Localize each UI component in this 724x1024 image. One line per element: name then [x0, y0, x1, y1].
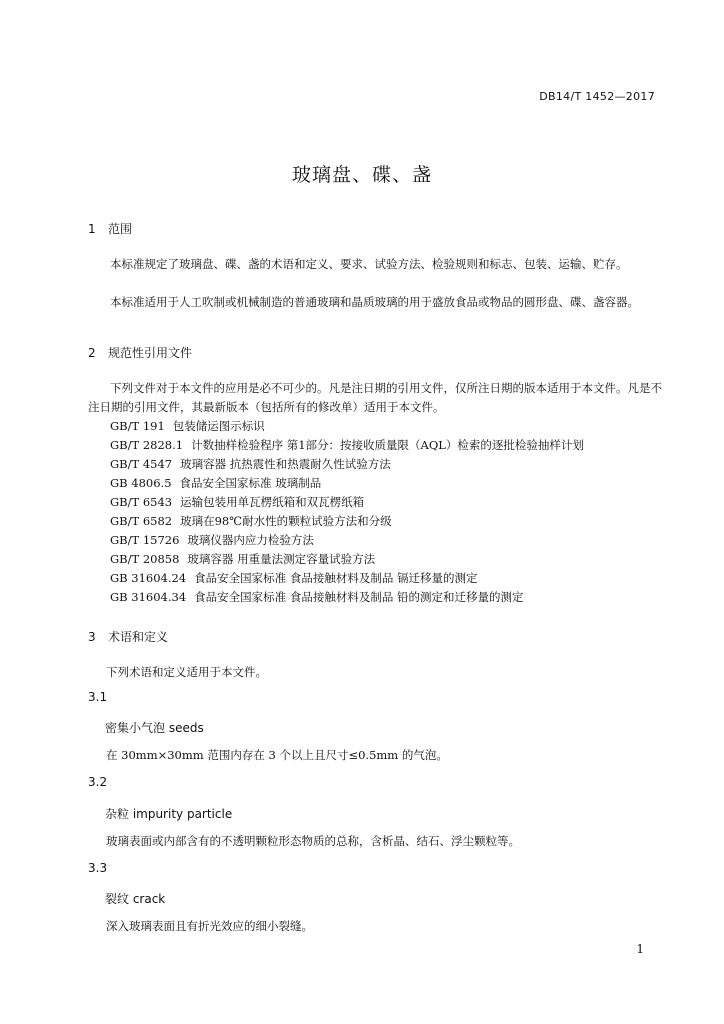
reference-title: 食品安全国家标准 食品接触材料及制品 镉迁移量的测定: [194, 571, 478, 585]
terms-intro: 下列术语和定义适用于本文件。: [106, 665, 267, 679]
reference-code: GB/T 15726: [110, 533, 180, 547]
reference-title: 食品安全国家标准 玻璃制品: [179, 476, 322, 490]
reference-code: GB 31604.34: [110, 590, 187, 604]
reference-title: 玻璃容器 抗热震性和热震耐久性试验方法: [180, 457, 391, 471]
term-definition: 在 30mm×30mm 范围内存在 3 个以上且尺寸≤0.5mm 的气泡。: [106, 748, 448, 762]
reference-code: GB/T 6582: [110, 514, 173, 528]
reference-item: [110, 418, 265, 434]
reference-code: GB 4806.5: [110, 476, 172, 490]
reference-code: GB/T 2828.1: [110, 438, 184, 452]
reference-item: [110, 494, 364, 510]
reference-item: [110, 589, 523, 605]
reference-item: [110, 532, 314, 548]
term-name: 杂粒 impurity particle: [105, 807, 233, 821]
term-name: 密集小气泡 seeds: [105, 721, 204, 735]
section-title: 范围: [108, 222, 133, 236]
reference-title: 玻璃容器 用重量法测定容量试验方法: [187, 552, 376, 566]
reference-code: GB 31604.24: [110, 571, 187, 585]
reference-title: 玻璃在98℃耐水性的颗粒试验方法和分级: [180, 514, 392, 528]
section-number: 3: [88, 630, 96, 644]
section-title: 规范性引用文件: [108, 346, 193, 360]
term-name: 裂纹 crack: [105, 892, 166, 906]
reference-code: GB/T 6543: [110, 495, 173, 509]
standard-number: DB14/T 1452—2017: [539, 90, 655, 103]
term-definition: 玻璃表面或内部含有的不透明颗粒形态物质的总称，含析晶、结石、浮尘颗粒等。: [106, 834, 520, 848]
reference-code: GB/T 4547: [110, 457, 173, 471]
term-number: 3.1: [88, 690, 108, 704]
reference-item: [110, 570, 477, 586]
reference-code: GB/T 20858: [110, 552, 180, 566]
reference-title: 运输包装用单瓦楞纸箱和双瓦楞纸箱: [180, 495, 365, 509]
scope-paragraph-1: 本标准规定了玻璃盘、碟、盏的术语和定义、要求、试验方法、检验规则和标志、包装、运输、贮存。: [110, 257, 628, 271]
reference-item: [110, 551, 375, 567]
scope-paragraph-2: 本标准适用于人工吹制或机械制造的普通玻璃和晶质玻璃的用于盛放食品或物品的圆形盘、碟、盏容器。: [110, 295, 639, 309]
section-1-heading: [88, 220, 132, 237]
reference-item: [110, 456, 391, 472]
section-2-heading: [88, 344, 192, 361]
reference-title: 食品安全国家标准 食品接触材料及制品 铅的测定和迁移量的测定: [194, 590, 524, 604]
section-number: 2: [88, 346, 96, 360]
section-number: 1: [88, 222, 96, 236]
reference-item: [110, 437, 584, 453]
page-number: 1: [636, 942, 644, 956]
reference-item: [110, 513, 392, 529]
section-title: 术语和定义: [108, 630, 169, 644]
reference-item: [110, 475, 321, 491]
reference-title: 包装储运图示标识: [172, 419, 265, 433]
section-3-heading: [88, 628, 168, 645]
reference-title: 计数抽样检验程序 第1部分：按接收质量限（AQL）检索的逐批检验抽样计划: [191, 438, 584, 452]
term-number: 3.2: [88, 775, 108, 789]
term-number: 3.3: [88, 861, 108, 875]
term-definition: 深入玻璃表面且有折光效应的细小裂缝。: [106, 919, 313, 933]
normative-intro: 下列文件对于本文件的应用是必不可少的。凡是注日期的引用文件，仅所注日期的版本适用于本文件。凡是不注日期的引用文件，其最新版本（包括所有的修改单）适用于本文件。: [88, 381, 662, 414]
document-title: 玻璃盘、碟、盏: [291, 164, 432, 186]
reference-code: GB/T 191: [110, 419, 165, 433]
reference-title: 玻璃仪器内应力检验方法: [187, 533, 314, 547]
